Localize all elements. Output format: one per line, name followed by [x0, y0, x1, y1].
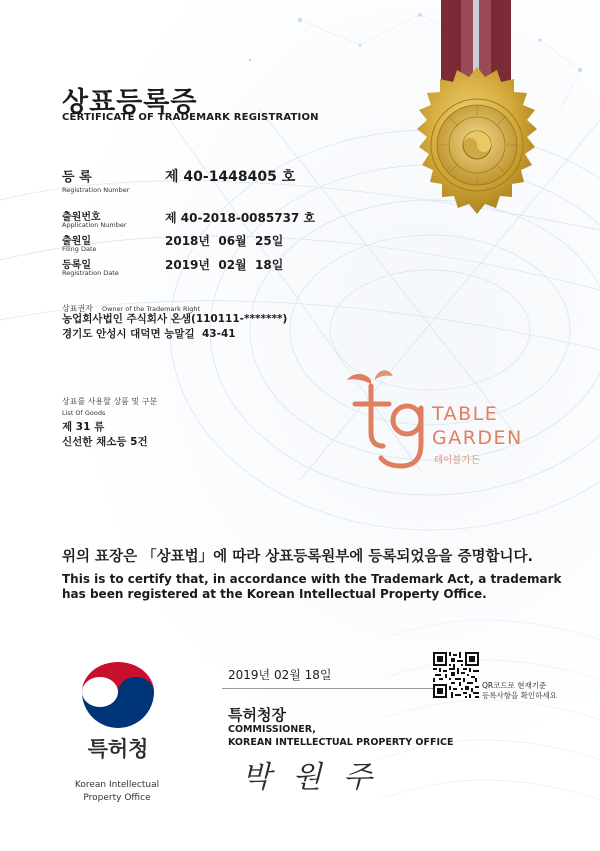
kipo-taegeuk-icon — [72, 662, 164, 732]
qr-code-icon[interactable] — [433, 652, 479, 698]
kipo-name-ko: 특허청 — [87, 737, 149, 761]
goods-label: 상표를 사용할 상품 및 구분 — [62, 397, 158, 406]
application-label-en: Application Number — [62, 221, 127, 229]
commissioner-title-ko: 특허청장 — [228, 706, 286, 724]
brand-korean: 테이블가든 — [434, 455, 480, 466]
certificate-subtitle: CERTIFICATE OF TRADEMARK REGISTRATION — [62, 112, 319, 123]
kipo-name-en-1: Korean Intellectual — [74, 780, 160, 790]
commissioner-title-en-2: KOREAN INTELLECTUAL PROPERTY OFFICE — [228, 737, 454, 748]
registration-date-label: 등록일 — [62, 260, 91, 271]
qr-caption-2: 등록사항을 확인하세요 — [482, 691, 557, 700]
filing-date-label: 출원일 — [62, 236, 91, 247]
kipo-name-en-2: Property Office — [83, 793, 151, 803]
brand-line-2: GARDEN — [432, 427, 523, 449]
certify-statement-ko: 위의 표장은 「상표법」에 따라 상표등록원부에 등록되었음을 증명합니다. — [62, 549, 533, 565]
gold-seal-icon — [395, 0, 565, 245]
registration-date: 2019년 02월 18일 — [165, 258, 284, 272]
registration-number: 제 40-1448405 호 — [165, 169, 296, 185]
owner-name: 농업회사법인 주식회사 온샘(110111-*******) — [62, 313, 288, 325]
application-number: 제 40-2018-0085737 호 — [165, 211, 316, 225]
goods-items: 신선한 채소등 5건 — [62, 436, 148, 448]
issue-date: 2019년 02월 18일 — [228, 668, 332, 682]
owner-label: 상표권자 — [62, 304, 93, 313]
owner-address: 경기도 안성시 대덕면 능말길 43-41 — [62, 328, 236, 340]
registration-date-label-en: Registration Date — [62, 269, 119, 277]
certificate-title: 상표등록증 — [62, 87, 198, 118]
goods-label-en: List Of Goods — [62, 409, 106, 417]
goods-class: 제 31 류 — [62, 421, 105, 433]
filing-date-label-en: Filing Date — [62, 245, 97, 253]
signature-divider — [222, 688, 452, 689]
registration-label: 등 록 — [62, 170, 92, 185]
commissioner-title-en-1: COMMISSIONER, — [228, 724, 316, 735]
owner-label-en: Owner of the Trademark Right — [102, 305, 201, 313]
certify-statement-en-2: has been registered at the Korean Intellectual Property Office. — [62, 587, 487, 601]
filing-date: 2018년 06월 25일 — [165, 234, 284, 248]
certify-statement-en-1: This is to certify that, in accordance with the Trademark Act, a trademark — [62, 572, 562, 586]
registration-label-en: Registration Number — [62, 186, 130, 194]
commissioner-signature: 박 원 주 — [242, 760, 379, 795]
application-label: 출원번호 — [62, 212, 101, 223]
brand-line-1: TABLE — [432, 403, 499, 425]
qr-caption-1: QR코드로 현재기준 — [482, 681, 547, 690]
trademark-tg-mark-icon — [345, 370, 440, 472]
